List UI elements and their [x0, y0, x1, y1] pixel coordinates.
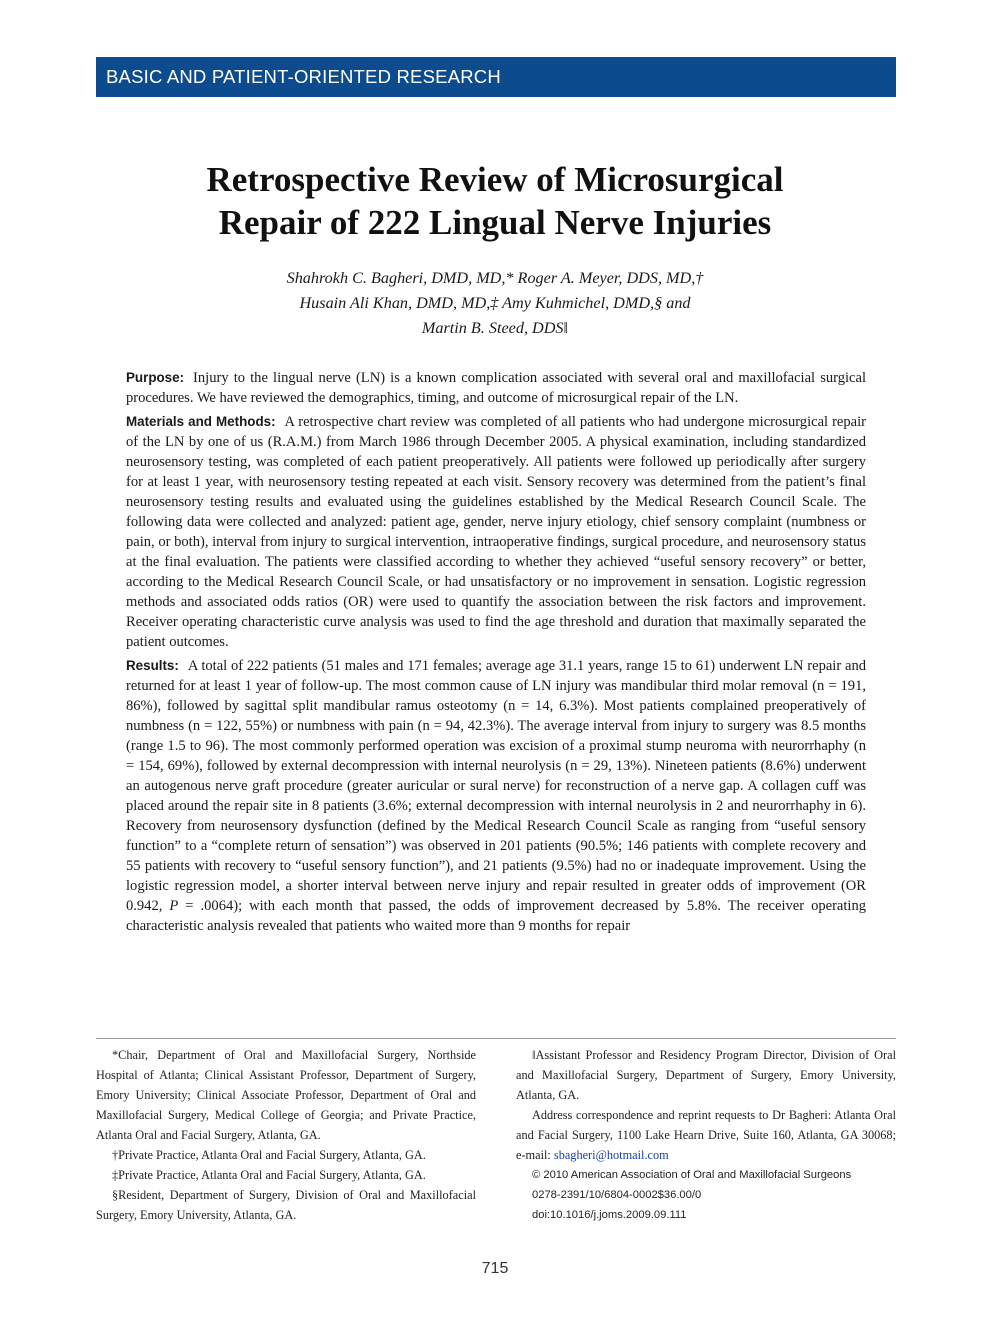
results-heading: Results: — [126, 658, 179, 673]
footnotes-right — [516, 1045, 896, 1225]
author-line: Martin B. Steed, DDS‖ — [421, 319, 569, 337]
footnote: ‖Assistant Professor and Residency Program Director, Division of Oral and Maxillofacial Surgery, Department of Surgery, Emory University, Atlanta, GA. — [516, 1048, 896, 1102]
title-line: Retrospective Review of Microsurgical — [206, 160, 784, 199]
author-line: Shahrokh C. Bagheri, DMD, MD,* Roger A. Meyer, DDS, MD,† — [286, 269, 704, 287]
results-text-continued: = .0064); with each month that passed, the odds of improvement decreased by 5.8%. The receiver operating characteristic analysis revealed that patients who waited more than 9 months for repair — [126, 898, 867, 934]
footnote: *Chair, Department of Oral and Maxillofacial Surgery, Northside Hospital of Atlanta; Clinical Assistant Professor, Department of Surgery, Emory University; Clinical Associate Professor, Department of Oral and Maxillofacial Surgery, Medical College of Georgia; and Private Practice, Atlanta Oral and Facial Surgery, Atlanta, GA. — [96, 1048, 476, 1142]
methods-heading: Materials and Methods: — [126, 414, 276, 429]
article-title — [80, 158, 910, 244]
footnotes-left — [96, 1045, 476, 1225]
results-text: A total of 222 patients (51 males and 171 females; average age 31.1 years, range 15 to 61) underwent LN repair and returned for at least 1 year of follow-up. The most common cause of LN injury was mandibular third molar removal (n = 191, 86%), followed by sagittal split mandibular ramus osteotomy (n = 14, 6.3%). Most patients complained preoperatively of numbness (n = 122, 55%) or numbness with pain (n = 94, 42.3%). The average interval from injury to surgery was 8.5 months (range 1.5 to 96). The most commonly performed operation was excision of a proximal stump neuroma with neurorrhaphy (n = 154, 69%), followed by external decompression with internal neurolysis (n = 29, 13%). Nineteen patients (8.6%) underwent an autogenous nerve graft procedure (greater auricular or sural nerve) for reconstruction of a nerve gap. A collagen cuff was placed around the repair site in 8 patients (3.6%; external decompression with internal neurolysis in 2 and neurorrhaphy in 6). Recovery from neurosensory dysfunction (defined by the Medical Research Council Scale as ranging from “useful sensory function” to a “complete return of sensation”) was observed in 201 patients (90.5%; 146 patients with complete recovery and 55 patients with recovery to “useful sensory function”), and 21 patients (9.5%) had no or inadequate improvement. Using the logistic regression model, a shorter interval between nerve injury and repair resulted in greater odds of improvement (OR 0.942, — [126, 658, 866, 914]
title-line: Repair of 222 Lingual Nerve Injuries — [218, 203, 772, 242]
issn-line: 0278-2391/10/6804-0002$36.00/0 — [532, 1189, 702, 1201]
abstract — [126, 368, 866, 940]
purpose-text: Injury to the lingual nerve (LN) is a known complication associated with several oral and maxillofacial surgical procedures. We have reviewed the demographics, timing, and outcome of microsurgical repair of the LN. — [126, 370, 866, 406]
page-number: 715 — [481, 1260, 509, 1277]
author-list — [80, 266, 910, 341]
abstract-results — [126, 656, 866, 936]
footnote: §Resident, Department of Surgery, Division of Oral and Maxillofacial Surgery, Emory University, Atlanta, GA. — [96, 1188, 476, 1222]
email-link[interactable]: sbagheri@hotmail.com — [553, 1148, 669, 1162]
author-line: Husain Ali Khan, DMD, MD,‡ Amy Kuhmichel, DMD,§ and — [299, 294, 691, 312]
methods-text: A retrospective chart review was completed of all patients who had undergone microsurgical repair of the LN by one of us (R.A.M.) from March 1986 through December 2005. A physical examination, including standardized neurosensory testing, was completed of each patient preoperatively. All patients were followed up periodically after surgery for at least 1 year, with neurosensory testing repeated at each visit. Sensory recovery was determined from the patient’s final neurosensory testing results and evaluated using the guidelines established by the Medical Research Council Scale. The following data were collected and analyzed: patient age, gender, nerve injury etiology, chief sensory complaint (numbness or pain, or both), interval from injury to surgical intervention, intraoperative findings, surgical procedure, and neurosensory status at the final evaluation. The patients were classified according to whether they achieved “useful sensory recovery” or better, according to the Medical Research Council Scale, or had unsatisfactory or no improvement in sensation. Logistic regression methods and associated odds ratios (OR) were used to quantify the association between the risk factors and improvement. Receiver operating characteristic curve analysis was used to find the age threshold and duration that maximally separated the patient outcomes. — [126, 414, 866, 650]
footnote: †Private Practice, Atlanta Oral and Facial Surgery, Atlanta, GA. — [112, 1148, 426, 1162]
purpose-heading: Purpose: — [126, 370, 185, 385]
abstract-methods — [126, 412, 866, 652]
footnote: ‡Private Practice, Atlanta Oral and Facial Surgery, Atlanta, GA. — [112, 1168, 426, 1182]
section-banner: BASIC AND PATIENT-ORIENTED RESEARCH — [96, 57, 896, 97]
copyright-line: © 2010 American Association of Oral and Maxillofacial Surgeons — [532, 1169, 852, 1181]
doi-line: doi:10.1016/j.joms.2009.09.111 — [532, 1209, 687, 1221]
p-value-symbol: P — [169, 898, 179, 914]
footnote-divider — [96, 1038, 896, 1039]
correspondence — [516, 1105, 896, 1165]
abstract-purpose — [126, 368, 866, 408]
correspondence-text: Address correspondence and reprint requests to Dr Bagheri: Atlanta Oral and Facial Surgery, 1100 Lake Hearn Drive, Suite 160, Atlanta, GA 30068; e-mail: — [516, 1108, 896, 1162]
